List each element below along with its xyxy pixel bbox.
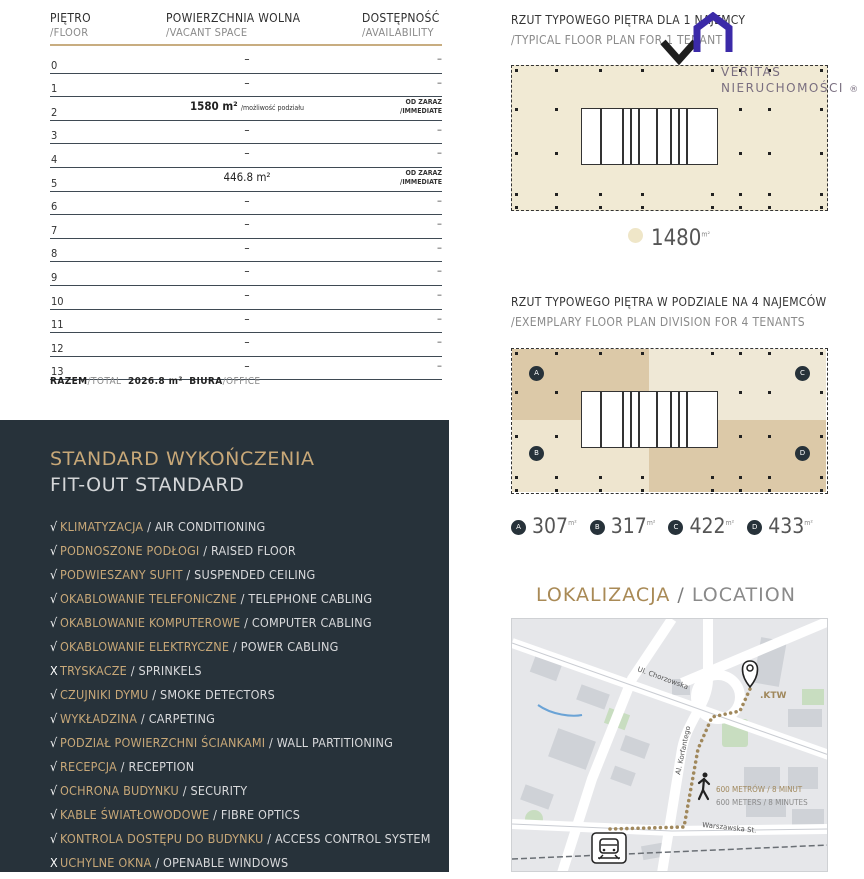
- column-marker: [555, 476, 558, 479]
- availability: –: [437, 52, 442, 65]
- availability: –: [437, 287, 442, 301]
- building-core: [581, 391, 718, 448]
- plan1-subtitle: /TYPICAL FLOOR PLAN FOR 1 TENANT: [511, 33, 723, 47]
- column-marker: [555, 435, 558, 438]
- table-row: [50, 74, 442, 98]
- check-icon: √: [50, 831, 58, 846]
- column-marker: [555, 489, 558, 492]
- column-marker: [515, 476, 518, 479]
- check-icon: √: [50, 519, 58, 534]
- availability: –: [437, 240, 442, 254]
- check-icon: √: [50, 591, 58, 606]
- vacant-space: 1580 m² /możliwość podziału: [189, 99, 305, 114]
- column-marker: [555, 69, 558, 72]
- column-marker: [739, 193, 742, 196]
- floor-number: 10: [51, 294, 64, 308]
- badge-c: C: [795, 366, 810, 381]
- table-row: [50, 286, 442, 310]
- column-marker: [768, 476, 771, 479]
- header-availability: DOSTĘPNOŚĆ /AVAILABILITY: [362, 11, 440, 39]
- floor-number: 4: [51, 152, 58, 166]
- availability: OD ZARAZ /IMMEDIATE: [400, 168, 442, 186]
- floor-number: 7: [51, 223, 58, 237]
- floor-number: 1: [51, 82, 58, 96]
- column-marker: [599, 476, 602, 479]
- check-icon: √: [50, 759, 58, 774]
- table-row: [50, 144, 442, 168]
- floor-number: 3: [51, 129, 58, 143]
- street-label-warszawska: Warszawska St.: [701, 821, 757, 835]
- availability: –: [437, 146, 442, 160]
- check-icon: √: [50, 711, 58, 726]
- column-marker: [555, 193, 558, 196]
- availability-table: [50, 50, 442, 380]
- location-map[interactable]: [511, 618, 828, 872]
- column-marker: [599, 69, 602, 72]
- fitout-item: √ KLIMATYZACJA / AIR CONDITIONING: [50, 519, 266, 534]
- vacant-space: –: [244, 146, 250, 161]
- logo-wordmark: VERITAS NIERUCHOMOŚCI ®: [721, 65, 860, 95]
- badge-b: B: [529, 446, 544, 461]
- column-marker: [768, 435, 771, 438]
- column-marker: [739, 489, 742, 492]
- header-floor: PIĘTRO /FLOOR: [50, 11, 91, 39]
- column-marker: [768, 391, 771, 394]
- floor-number: 8: [51, 247, 58, 261]
- floor-number: 12: [51, 341, 64, 355]
- check-icon: √: [50, 567, 58, 582]
- floor-number: 6: [51, 200, 58, 214]
- column-marker: [820, 352, 823, 355]
- column-marker: [739, 152, 742, 155]
- fitout-item: X UCHYLNE OKNA / OPENABLE WINDOWS: [50, 855, 289, 870]
- floor-number: 5: [51, 176, 58, 190]
- column-marker: [515, 206, 518, 209]
- column-marker: [599, 206, 602, 209]
- column-marker: [739, 352, 742, 355]
- column-marker: [711, 193, 714, 196]
- table-row: [50, 310, 442, 334]
- floor-number: 0: [51, 58, 58, 72]
- badge-d: D: [795, 446, 810, 461]
- table-row: [50, 121, 442, 145]
- column-marker: [599, 489, 602, 492]
- plan1-title: RZUT TYPOWEGO PIĘTRA DLA 1 NAJEMCY: [511, 13, 746, 27]
- column-marker: [711, 352, 714, 355]
- column-marker: [711, 476, 714, 479]
- check-icon: √: [50, 543, 58, 558]
- badge-a: A: [529, 366, 544, 381]
- column-marker: [820, 108, 823, 111]
- fitout-item: √ KONTROLA DOSTĘPU DO BUDYNKU / ACCESS CONTROL SYSTEM: [50, 831, 431, 846]
- header-divider: [50, 44, 442, 46]
- availability: –: [437, 122, 442, 136]
- availability: –: [437, 335, 442, 349]
- walk-distance-en: 600 METERS / 8 MINUTES: [716, 798, 808, 807]
- veritas-logo-icon: [659, 12, 733, 70]
- column-marker: [768, 152, 771, 155]
- availability: –: [437, 75, 442, 89]
- column-marker: [515, 352, 518, 355]
- vacant-space: –: [244, 75, 250, 90]
- tenant-area-b-value: B $317^{m^2}$: [590, 514, 656, 538]
- vacant-space: –: [244, 240, 250, 255]
- table-row: [50, 97, 442, 121]
- column-marker: [515, 391, 518, 394]
- table-row: [50, 333, 442, 357]
- availability: –: [437, 217, 442, 231]
- fitout-item: √ KABLE ŚWIATŁOWODOWE / FIBRE OPTICS: [50, 807, 301, 822]
- fitout-item: √ OKABLOWANIE TELEFONICZNE / TELEPHONE CABLING: [50, 591, 373, 606]
- column-marker: [599, 352, 602, 355]
- table-row: [50, 239, 442, 263]
- column-marker: [555, 108, 558, 111]
- availability: –: [437, 358, 442, 372]
- area-swatch: [628, 228, 643, 243]
- column-marker: [515, 193, 518, 196]
- column-marker: [820, 152, 823, 155]
- availability: –: [437, 311, 442, 325]
- column-marker: [768, 193, 771, 196]
- floor-plan-4-tenants: [511, 348, 828, 494]
- column-marker: [820, 193, 823, 196]
- column-marker: [711, 489, 714, 492]
- column-marker: [820, 435, 823, 438]
- column-marker: [820, 489, 823, 492]
- floor-number: 9: [51, 270, 58, 284]
- plan1-area: $1480^{m^2}$: [628, 226, 710, 251]
- availability: OD ZARAZ /IMMEDIATE: [400, 98, 442, 116]
- column-marker: [555, 152, 558, 155]
- availability: –: [437, 193, 442, 207]
- building-core: [581, 108, 718, 165]
- tenant-area-a-value: A $307^{m^2}$: [511, 514, 577, 538]
- vacant-space: –: [244, 193, 250, 208]
- column-marker: [820, 206, 823, 209]
- column-marker: [711, 206, 714, 209]
- fitout-item: √ PODNOSZONE PODŁOGI / RAISED FLOOR: [50, 543, 296, 558]
- check-icon: √: [50, 639, 58, 654]
- fitout-list: [50, 519, 445, 879]
- column-marker: [641, 489, 644, 492]
- check-icon: √: [50, 783, 58, 798]
- column-marker: [768, 108, 771, 111]
- column-marker: [641, 206, 644, 209]
- fitout-title-pl: STANDARD WYKOŃCZENIA: [50, 448, 315, 470]
- column-marker: [768, 352, 771, 355]
- column-marker: [515, 435, 518, 438]
- column-marker: [739, 206, 742, 209]
- table-row: [50, 215, 442, 239]
- fitout-item: √ OKABLOWANIE KOMPUTEROWE / COMPUTER CABLING: [50, 615, 372, 630]
- column-marker: [515, 69, 518, 72]
- fitout-item: √ PODWIESZANY SUFIT / SUSPENDED CEILING: [50, 567, 316, 582]
- column-marker: [515, 108, 518, 111]
- cross-icon: X: [50, 855, 58, 870]
- vacant-space: –: [244, 335, 250, 350]
- column-marker: [555, 391, 558, 394]
- plan2-subtitle: /EXEMPLARY FLOOR PLAN DIVISION FOR 4 TENANTS: [511, 315, 805, 329]
- floor-number: 2: [51, 105, 58, 119]
- column-marker: [820, 476, 823, 479]
- check-icon: √: [50, 807, 58, 822]
- column-marker: [768, 206, 771, 209]
- vacant-space: –: [244, 287, 250, 302]
- vacant-space: –: [244, 52, 250, 66]
- location-title: LOKALIZACJA / LOCATION: [536, 584, 796, 606]
- street-label-korfantego: Al. Korfantego: [674, 725, 693, 776]
- fitout-item: √ CZUJNIKI DYMU / SMOKE DETECTORS: [50, 687, 276, 702]
- column-marker: [641, 352, 644, 355]
- column-marker: [820, 391, 823, 394]
- tenant-areas: [511, 514, 831, 538]
- tenant-area-c-value: C $422^{m^2}$: [668, 514, 734, 538]
- column-marker: [555, 206, 558, 209]
- plan2-title: RZUT TYPOWEGO PIĘTRA W PODZIALE NA 4 NAJEMCÓW: [511, 295, 827, 309]
- column-marker: [641, 476, 644, 479]
- column-marker: [515, 152, 518, 155]
- column-marker: [599, 193, 602, 196]
- column-marker: [515, 489, 518, 492]
- vacant-space: –: [244, 264, 250, 279]
- vacant-space: –: [244, 311, 250, 326]
- fitout-item: √ OKABLOWANIE ELEKTRYCZNE / POWER CABLING: [50, 639, 339, 654]
- column-marker: [555, 352, 558, 355]
- fitout-item: √ PODZIAŁ POWIERZCHNI ŚCIANKAMI / WALL PARTITIONING: [50, 735, 394, 750]
- floor-number: 11: [51, 318, 64, 332]
- poi-label-ktw: .KTW: [760, 691, 787, 701]
- check-icon: √: [50, 735, 58, 750]
- street-label-chorzowska: Ul. Chorzowska: [636, 665, 690, 692]
- availability: –: [437, 264, 442, 278]
- column-marker: [739, 108, 742, 111]
- table-total: RAZEM/TOTAL 2026.8 m² BIURA/OFFICE: [50, 376, 261, 387]
- vacant-space: 446.8 m²: [223, 169, 271, 184]
- fitout-title-en: FIT-OUT STANDARD: [50, 474, 245, 496]
- column-marker: [768, 489, 771, 492]
- header-vacant-space: POWIERZCHNIA WOLNA /VACANT SPACE: [166, 11, 301, 39]
- cross-icon: X: [50, 663, 58, 678]
- floor-number: 13: [51, 365, 64, 379]
- table-row: [50, 262, 442, 286]
- check-icon: √: [50, 615, 58, 630]
- vacant-space: –: [244, 217, 250, 232]
- vacant-space: –: [244, 358, 250, 373]
- walk-distance-pl: 600 METRÓW / 8 MINUT: [716, 785, 803, 794]
- vacant-space: –: [244, 122, 250, 137]
- fitout-item: √ RECEPCJA / RECEPTION: [50, 759, 195, 774]
- column-marker: [739, 435, 742, 438]
- column-marker: [641, 69, 644, 72]
- table-row: [50, 50, 442, 74]
- fitout-item: X TRYSKACZE / SPRINKELS: [50, 663, 202, 678]
- column-marker: [641, 193, 644, 196]
- tenant-area-d-value: D $433^{m^2}$: [747, 514, 813, 538]
- fitout-item: √ WYKŁADZINA / CARPETING: [50, 711, 216, 726]
- fitout-item: √ OCHRONA BUDYNKU / SECURITY: [50, 783, 248, 798]
- table-row: [50, 168, 442, 192]
- check-icon: √: [50, 687, 58, 702]
- column-marker: [739, 391, 742, 394]
- table-row: [50, 192, 442, 216]
- column-marker: [739, 476, 742, 479]
